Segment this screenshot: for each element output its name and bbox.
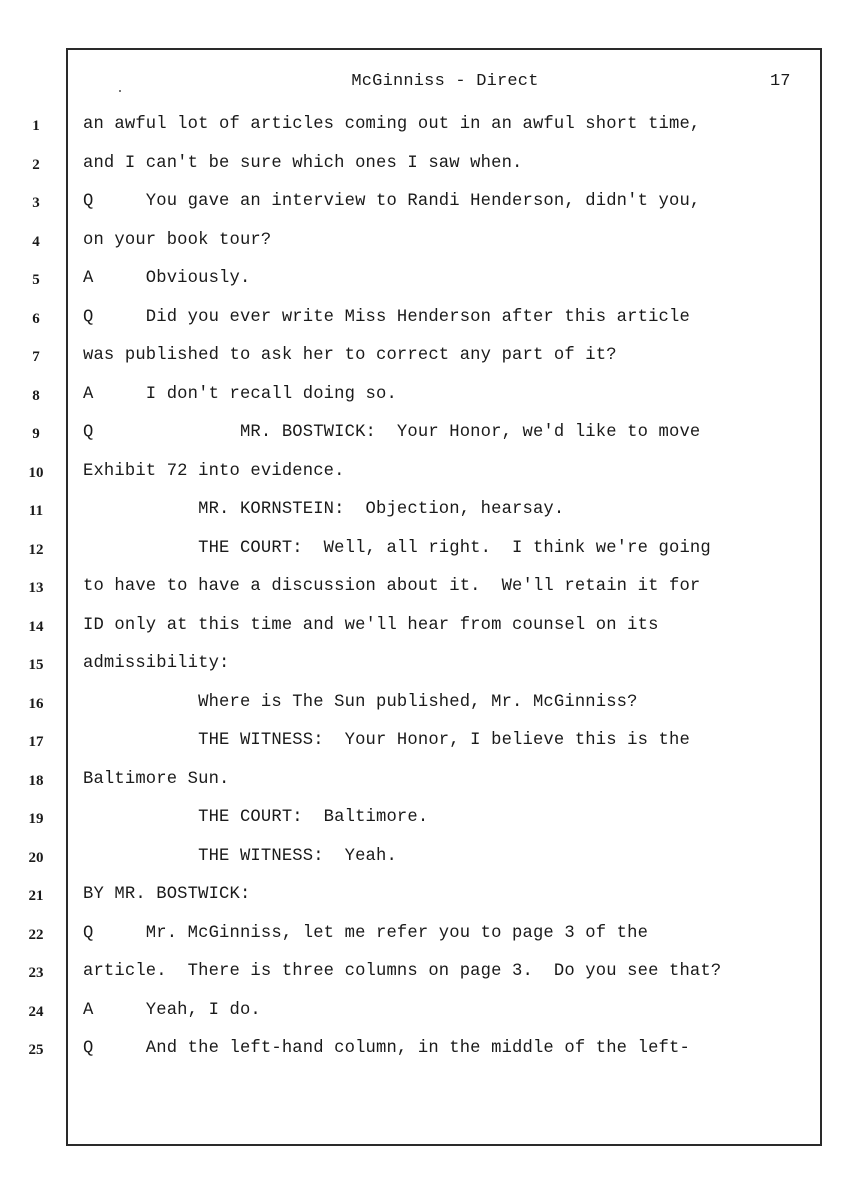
transcript-line [0,539,860,569]
transcript-line [0,231,860,261]
line-number: 17 [28,734,44,750]
line-text: Baltimore Sun. [83,770,230,789]
transcript-line [0,885,860,915]
transcript-line [0,847,860,877]
line-number: 23 [28,965,44,981]
line-number: 22 [28,927,44,943]
line-text: was published to ask her to correct any part of it? [83,346,617,365]
line-text: admissibility: [83,654,230,673]
line-text: Q Did you ever write Miss Henderson after this article [83,308,690,327]
transcript-line [0,269,860,299]
line-number: 6 [32,311,40,327]
transcript-line [0,616,860,646]
line-text: ID only at this time and we'll hear from counsel on its [83,616,659,635]
line-text: Q Mr. McGinniss, let me refer you to page 3 of the [83,924,649,943]
transcript-line [0,962,860,992]
line-text: Q And the left-hand column, in the middle of the left- [83,1039,690,1058]
line-number: 7 [32,349,40,365]
line-text: and I can't be sure which ones I saw when. [83,154,523,173]
line-number: 5 [32,272,40,288]
line-number: 18 [28,773,44,789]
transcript-line [0,462,860,492]
line-text: Q MR. BOSTWICK: Your Honor, we'd like to move [83,423,701,442]
transcript-line [0,154,860,184]
line-number: 19 [28,811,44,827]
transcript-line [0,308,860,338]
transcript-line [0,423,860,453]
transcript-line [0,115,860,145]
line-number: 25 [28,1042,44,1058]
transcript-line [0,500,860,530]
line-text: A I don't recall doing so. [83,385,397,404]
line-number: 10 [28,465,44,481]
line-number: 20 [28,850,44,866]
line-number: 9 [32,426,40,442]
page-header-title [0,72,860,91]
line-number: 8 [32,388,40,404]
line-text: THE WITNESS: Your Honor, I believe this is the [83,731,690,750]
line-number: 2 [32,157,40,173]
line-text: an awful lot of articles coming out in an awful short time, [83,115,701,134]
line-text: THE COURT: Well, all right. I think we're going [83,539,711,558]
header-title-text: McGinniss - Direct [351,72,539,91]
line-text: Q You gave an interview to Randi Henderson, didn't you, [83,192,701,211]
transcript-line [0,1001,860,1031]
line-text: to have to have a discussion about it. We'll retain it for [83,577,701,596]
line-number: 12 [28,542,44,558]
transcript-line [0,1039,860,1069]
line-text: BY MR. BOSTWICK: [83,885,251,904]
line-text: THE COURT: Baltimore. [83,808,429,827]
line-text: A Yeah, I do. [83,1001,261,1020]
transcript-line [0,693,860,723]
transcript-line [0,577,860,607]
line-number: 3 [32,195,40,211]
line-text: MR. KORNSTEIN: Objection, hearsay. [83,500,565,519]
page-number: 17 [770,72,791,91]
transcript-line [0,654,860,684]
line-number: 24 [28,1004,44,1020]
line-number: 21 [28,888,44,904]
transcript-line [0,731,860,761]
line-text: Where is The Sun published, Mr. McGinniss? [83,693,638,712]
transcript-line [0,808,860,838]
line-number: 11 [28,503,44,519]
line-text: THE WITNESS: Yeah. [83,847,397,866]
line-text: on your book tour? [83,231,272,250]
line-text: article. There is three columns on page 3. Do you see that? [83,962,722,981]
transcript-line [0,192,860,222]
line-text: Exhibit 72 into evidence. [83,462,345,481]
line-number: 13 [28,580,44,596]
line-number: 4 [32,234,40,250]
line-number: 1 [32,118,40,134]
transcript-line [0,770,860,800]
transcript-line [0,346,860,376]
line-text: A Obviously. [83,269,251,288]
line-number: 16 [28,696,44,712]
transcript-line [0,924,860,954]
transcript-line [0,385,860,415]
line-number: 14 [28,619,44,635]
line-number: 15 [28,657,44,673]
